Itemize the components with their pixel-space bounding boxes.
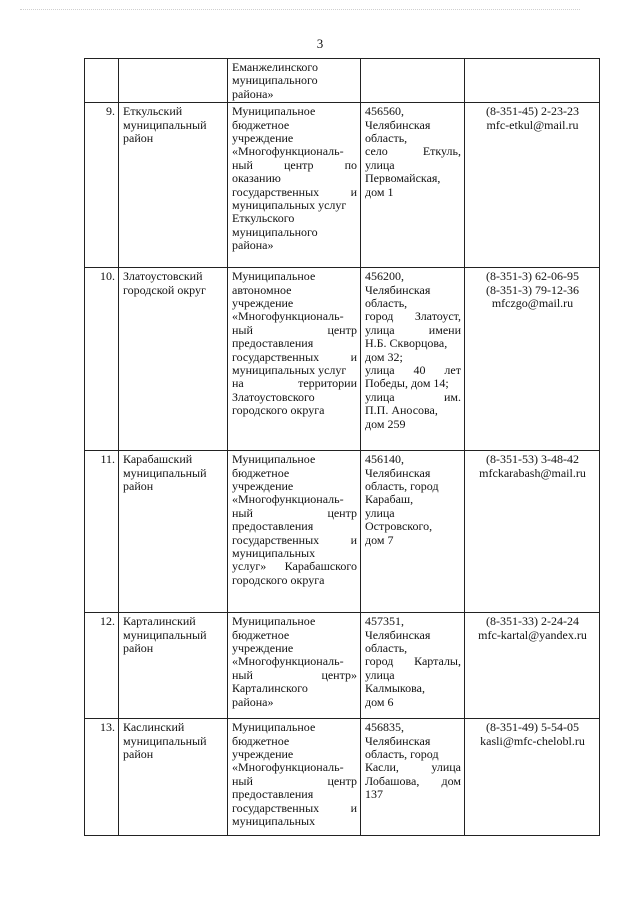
organization-line: ный центр по	[232, 157, 357, 172]
address-line: улица имени	[365, 322, 461, 337]
organization-line: бюджетное	[232, 627, 290, 642]
address-line: Челябинская	[365, 117, 431, 132]
organization-line: учреждение	[232, 479, 294, 494]
row-number: 11.	[100, 452, 115, 467]
contacts-cell	[465, 59, 600, 103]
address-cell	[361, 451, 465, 613]
email-address: mfczgo@mail.ru	[491, 296, 574, 311]
address-line: дом 6	[365, 694, 394, 709]
organization-line: «Многофункциональ-	[232, 654, 344, 669]
address-line: Островского,	[365, 519, 433, 534]
address-line: село Еткуль,	[365, 144, 461, 159]
table-row	[85, 719, 600, 836]
address-line: П.П. Аносова,	[365, 403, 438, 418]
row-number-cell	[85, 719, 119, 836]
organization-line: бюджетное	[232, 465, 290, 480]
organization-line: государственных и	[232, 349, 357, 364]
municipality-line: муниципальный	[123, 465, 207, 480]
address-line: область,	[365, 131, 408, 146]
municipality-line: Каслинский	[123, 720, 185, 735]
table-row	[85, 59, 600, 103]
municipality-line: городской округ	[123, 282, 206, 297]
address-line: область,	[365, 296, 408, 311]
organization-line: Златоустовского	[232, 389, 315, 404]
address-line: город Златоуст,	[365, 309, 461, 324]
organization-line: государственных и	[232, 800, 357, 815]
address-line: Карабаш,	[365, 492, 414, 507]
organization-line: бюджетное	[232, 733, 290, 748]
address-line: дом 1	[365, 184, 394, 199]
municipality-line: район	[123, 131, 154, 146]
municipality-line: Златоустовский	[123, 269, 203, 284]
organization-line: муниципальных услуг	[232, 198, 347, 213]
municipality-cell	[119, 613, 228, 719]
phone-number: (8-351-33) 2-24-24	[486, 614, 579, 629]
address-line: Н.Б. Скворцова,	[365, 336, 448, 351]
address-line: область, город	[365, 747, 439, 762]
organization-line: района»	[232, 694, 274, 709]
organization-line: Еткульского	[232, 211, 295, 226]
organization-line: муниципальных услуг	[232, 363, 347, 378]
address-line: город Карталы,	[365, 654, 461, 669]
address-cell	[361, 268, 465, 451]
table-row	[85, 613, 600, 719]
row-number-cell	[85, 613, 119, 719]
address-cell	[361, 719, 465, 836]
row-number: 9.	[106, 104, 115, 119]
email-address: mfckarabash@mail.ru	[479, 465, 586, 480]
municipality-line: муниципальный	[123, 117, 207, 132]
row-number-cell	[85, 103, 119, 268]
organization-line: муниципального	[232, 73, 318, 88]
municipality-line: Еткульский	[123, 104, 183, 119]
contacts-cell	[465, 613, 600, 719]
organization-line: «Многофункциональ-	[232, 760, 344, 775]
contacts-cell	[465, 103, 600, 268]
address-line: 137	[365, 787, 383, 802]
scan-artifact-line	[20, 9, 580, 10]
contacts-cell	[465, 719, 600, 836]
table-row	[85, 268, 600, 451]
phone-number: (8-351-45) 2-23-23	[486, 104, 579, 119]
organization-cell	[228, 59, 361, 103]
organization-line: ный центр	[232, 505, 357, 520]
organization-line: муниципальных	[232, 814, 316, 829]
organization-line: Муниципальное	[232, 452, 316, 467]
municipality-cell	[119, 451, 228, 613]
organization-line: муниципальных	[232, 546, 316, 561]
address-line: область, город	[365, 479, 439, 494]
organization-line: ный центр»	[232, 667, 357, 682]
address-line: 456560,	[365, 104, 404, 119]
address-line: улица им.	[365, 389, 461, 404]
organization-line: городского округа	[232, 572, 325, 587]
phone-number: (8-351-3) 62-06-95	[486, 269, 579, 284]
organization-cell	[228, 451, 361, 613]
organization-line: автономное	[232, 282, 292, 297]
address-line: 457351,	[365, 614, 404, 629]
organization-line: услуг» Карабашского	[232, 559, 357, 574]
address-cell	[361, 613, 465, 719]
address-line: Челябинская	[365, 465, 431, 480]
address-line: 456835,	[365, 720, 404, 735]
address-line: Первомайская,	[365, 171, 441, 186]
organization-line: Карталинского	[232, 681, 308, 696]
address-line: Челябинская	[365, 282, 431, 297]
organization-cell	[228, 103, 361, 268]
organization-line: бюджетное	[232, 117, 290, 132]
municipality-line: район	[123, 479, 154, 494]
email-address: kasli@mfc-chelobl.ru	[480, 733, 585, 748]
organization-line: Муниципальное	[232, 614, 316, 629]
municipality-cell	[119, 719, 228, 836]
municipality-line: муниципальный	[123, 733, 207, 748]
address-line: дом 259	[365, 416, 406, 431]
address-cell	[361, 103, 465, 268]
organization-line: государственных и	[232, 184, 357, 199]
table-row	[85, 103, 600, 268]
organization-line: на территории	[232, 376, 357, 391]
address-line: Победы, дом 14;	[365, 376, 449, 391]
organization-line: учреждение	[232, 641, 294, 656]
address-line: область,	[365, 641, 408, 656]
address-line: дом 7	[365, 532, 394, 547]
address-line: улица 40 лет	[365, 363, 461, 378]
address-line: дом 32;	[365, 349, 403, 364]
row-number-cell	[85, 451, 119, 613]
organization-line: ный центр	[232, 773, 357, 788]
organization-line: учреждение	[232, 747, 294, 762]
organization-line: района»	[232, 238, 274, 253]
organization-line: предоставления	[232, 787, 314, 802]
organization-line: муниципального	[232, 224, 318, 239]
address-line: улица	[365, 667, 395, 682]
page-number: 3	[316, 36, 324, 51]
organization-line: городского округа	[232, 403, 325, 418]
phone-number: (8-351-3) 79-12-36	[486, 282, 579, 297]
municipality-cell	[119, 103, 228, 268]
municipality-line: муниципальный	[123, 627, 207, 642]
address-line: улица	[365, 157, 395, 172]
row-number-cell	[85, 268, 119, 451]
table-row	[85, 451, 600, 613]
row-number-cell	[85, 59, 119, 103]
email-address: mfc-etkul@mail.ru	[486, 117, 579, 132]
organization-line: «Многофункциональ-	[232, 492, 344, 507]
contacts-cell	[465, 268, 600, 451]
address-line: Челябинская	[365, 627, 431, 642]
municipality-line: Карталинский	[123, 614, 196, 629]
organization-line: учреждение	[232, 296, 294, 311]
municipality-line: район	[123, 747, 154, 762]
organization-line: предоставления	[232, 336, 314, 351]
municipality-line: район	[123, 641, 154, 656]
organization-line: ный центр	[232, 322, 357, 337]
row-number: 12.	[100, 614, 115, 629]
row-number: 13.	[100, 720, 115, 735]
address-line: 456200,	[365, 269, 404, 284]
municipality-line: Карабашский	[123, 452, 193, 467]
organization-line: предоставления	[232, 519, 314, 534]
address-line: 456140,	[365, 452, 404, 467]
row-number: 10.	[100, 269, 115, 284]
address-line: Челябинская	[365, 733, 431, 748]
address-line: Лобашова, дом	[365, 773, 461, 788]
municipality-cell	[119, 268, 228, 451]
contacts-cell	[465, 451, 600, 613]
organization-line: «Многофункциональ-	[232, 144, 344, 159]
organization-cell	[228, 719, 361, 836]
phone-number: (8-351-53) 3-48-42	[486, 452, 579, 467]
organization-line: оказанию	[232, 171, 281, 186]
phone-number: (8-351-49) 5-54-05	[486, 720, 579, 735]
organization-line: учреждение	[232, 131, 294, 146]
organization-line: Муниципальное	[232, 104, 316, 119]
address-line: Калмыкова,	[365, 681, 425, 696]
address-line: улица	[365, 505, 395, 520]
organization-cell	[228, 613, 361, 719]
mfc-directory-table	[84, 58, 600, 836]
organization-line: Муниципальное	[232, 720, 316, 735]
organization-line: «Многофункциональ-	[232, 309, 344, 324]
address-line: Касли, улица	[365, 760, 461, 775]
email-address: mfc-kartal@yandex.ru	[478, 627, 587, 642]
address-cell	[361, 59, 465, 103]
organization-line: района»	[232, 86, 274, 101]
organization-line: Муниципальное	[232, 269, 316, 284]
organization-cell	[228, 268, 361, 451]
organization-line: государственных и	[232, 532, 357, 547]
organization-line: Еманжелинского	[232, 60, 319, 74]
municipality-cell	[119, 59, 228, 103]
